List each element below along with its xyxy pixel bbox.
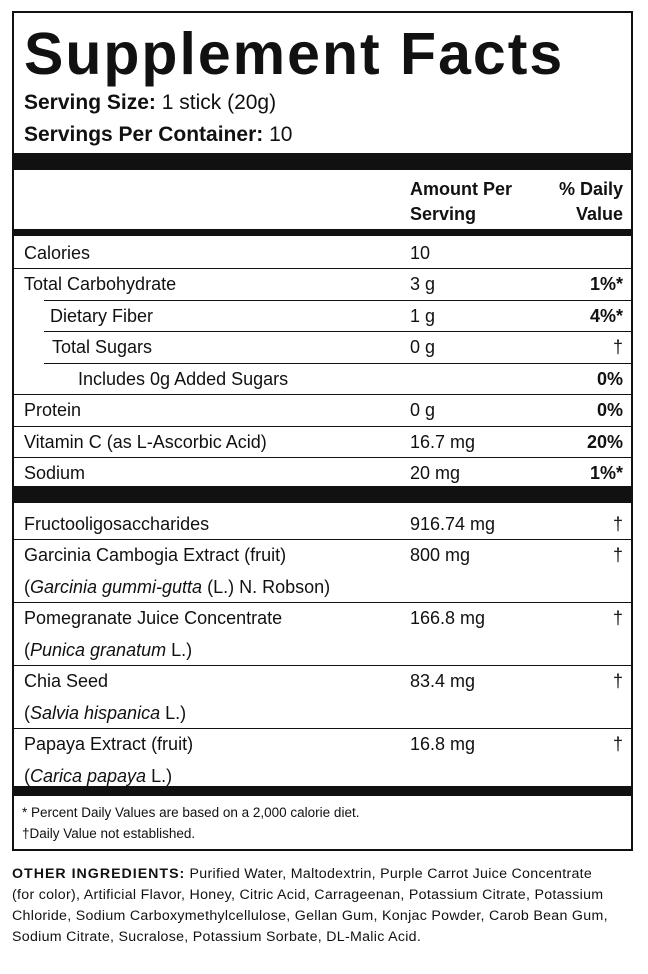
amount-header-line2: Serving — [410, 204, 477, 224]
nutrient-name: Protein — [24, 400, 82, 420]
latin-open: ( — [24, 577, 30, 597]
serving-size-value: 1 stick (20g) — [155, 91, 277, 114]
nutrient-amount: 1 g — [410, 306, 436, 326]
latin-binomial: Punica granatum — [30, 640, 167, 660]
nutrient-amount: 16.7 mg — [410, 432, 476, 452]
nutrient-amount: 10 — [410, 243, 431, 263]
latin-close: L.) — [146, 766, 173, 786]
ingredient-row — [14, 512, 631, 536]
ingredient-latin-name — [24, 701, 186, 725]
ingredient-amount: 916.74 mg — [410, 514, 496, 534]
ingredient-name: Chia Seed — [24, 671, 109, 691]
serving-size-label: Serving Size: — [24, 91, 156, 114]
ingredient-daily-value: † — [612, 734, 623, 754]
nutrient-amount: 20 mg — [410, 463, 461, 483]
ingredient-name: Garcinia Cambogia Extract (fruit) — [24, 545, 287, 565]
supplement-facts-panel — [12, 11, 633, 851]
other-ingredients — [12, 864, 612, 948]
nutrient-name: Dietary Fiber — [50, 306, 154, 326]
latin-close: L.) — [160, 703, 187, 723]
daily-value-header — [559, 177, 623, 227]
latin-close: (L.) N. Robson) — [202, 577, 331, 597]
latin-open: ( — [24, 703, 30, 723]
nutrient-daily-value: 20% — [586, 432, 623, 452]
ingredient-amount: 800 mg — [410, 545, 471, 565]
row-divider — [14, 539, 631, 540]
nutrient-name: Total Carbohydrate — [24, 274, 177, 294]
nutrient-amount: 3 g — [410, 274, 436, 294]
ingredient-daily-value: † — [612, 514, 623, 534]
ingredient-name: Fructooligosaccharides — [24, 514, 210, 534]
ingredient-amount: 166.8 mg — [410, 608, 486, 628]
nutrient-name: Includes 0g Added Sugars — [78, 369, 289, 389]
panel-title: Supplement Facts — [24, 21, 565, 87]
nutrient-daily-value: 4%* — [589, 306, 623, 326]
row-divider — [14, 602, 631, 603]
nutrient-daily-value: 0% — [596, 400, 623, 420]
amount-header-line1: Amount Per — [410, 179, 513, 199]
ingredient-row — [14, 606, 631, 662]
row-divider — [14, 426, 631, 427]
amount-per-serving-header — [410, 177, 512, 227]
latin-close: L.) — [166, 640, 193, 660]
nutrient-name: Vitamin C (as L-Ascorbic Acid) — [24, 432, 267, 452]
nutrient-amount: 0 g — [410, 400, 436, 420]
thick-divider-bottom — [14, 786, 631, 796]
row-divider — [44, 363, 631, 364]
other-ingredients-text: Purified Water, Maltodextrin, Purple Carrot Juice Concentrate (for color), Artificial Flavor, Honey, Citric Acid, Carrageenan, Potassium Citrate, Potassium Chloride, Sodium Carboxymethylcellulose, Gellan Gum, Konjac Powder, Carob Bean Gum, Sodium Citrate, Sucralose, Potassium Sorbate, DL-Malic Acid. — [12, 866, 608, 945]
medium-divider — [14, 229, 631, 236]
ingredient-latin-name — [24, 638, 192, 662]
dv-header-line1: % Daily — [558, 179, 623, 199]
latin-binomial: Garcinia gummi-gutta — [30, 577, 203, 597]
row-divider — [14, 665, 631, 666]
ingredient-name: Pomegranate Juice Concentrate — [24, 608, 283, 628]
ingredient-daily-value: † — [612, 608, 623, 628]
nutrient-name: Total Sugars — [52, 337, 153, 357]
row-divider — [44, 331, 631, 332]
ingredient-row — [14, 669, 631, 725]
nutrient-amount: 0 g — [410, 337, 436, 357]
latin-open: ( — [24, 640, 30, 660]
ingredient-daily-value: † — [612, 545, 623, 565]
row-divider — [14, 457, 631, 458]
servings-per-container — [24, 122, 292, 148]
footnote-dagger: †Daily Value not established. — [22, 826, 196, 841]
latin-open: ( — [24, 766, 30, 786]
dv-header-line2: Value — [575, 204, 623, 224]
nutrient-daily-value: 1%* — [589, 463, 623, 483]
nutrient-daily-value: 1%* — [589, 274, 623, 294]
latin-binomial: Carica papaya — [30, 766, 147, 786]
nutrient-name: Sodium — [24, 463, 86, 483]
ingredient-latin-name — [24, 575, 330, 599]
nutrient-name: Calories — [24, 243, 91, 263]
row-divider — [14, 728, 631, 729]
row-divider — [14, 268, 631, 269]
ingredient-amount: 16.8 mg — [410, 734, 476, 754]
ingredient-row — [14, 543, 631, 599]
nutrient-daily-value: † — [612, 337, 623, 357]
row-divider — [14, 394, 631, 395]
ingredient-row — [14, 732, 631, 788]
latin-binomial: Salvia hispanica — [30, 703, 161, 723]
row-divider — [44, 300, 631, 301]
ingredient-daily-value: † — [612, 671, 623, 691]
ingredient-latin-name — [24, 764, 172, 788]
serving-size — [24, 90, 276, 116]
thick-divider-top — [14, 153, 631, 170]
thick-divider-middle — [14, 486, 631, 503]
other-ingredients-label: OTHER INGREDIENTS: — [12, 866, 186, 882]
nutrient-daily-value: 0% — [596, 369, 623, 389]
ingredient-name: Papaya Extract (fruit) — [24, 734, 194, 754]
servings-label: Servings Per Container: — [24, 123, 264, 146]
ingredient-amount: 83.4 mg — [410, 671, 476, 691]
footnote-percent-dv: * Percent Daily Values are based on a 2,000 calorie diet. — [22, 805, 360, 820]
servings-value: 10 — [263, 123, 293, 146]
